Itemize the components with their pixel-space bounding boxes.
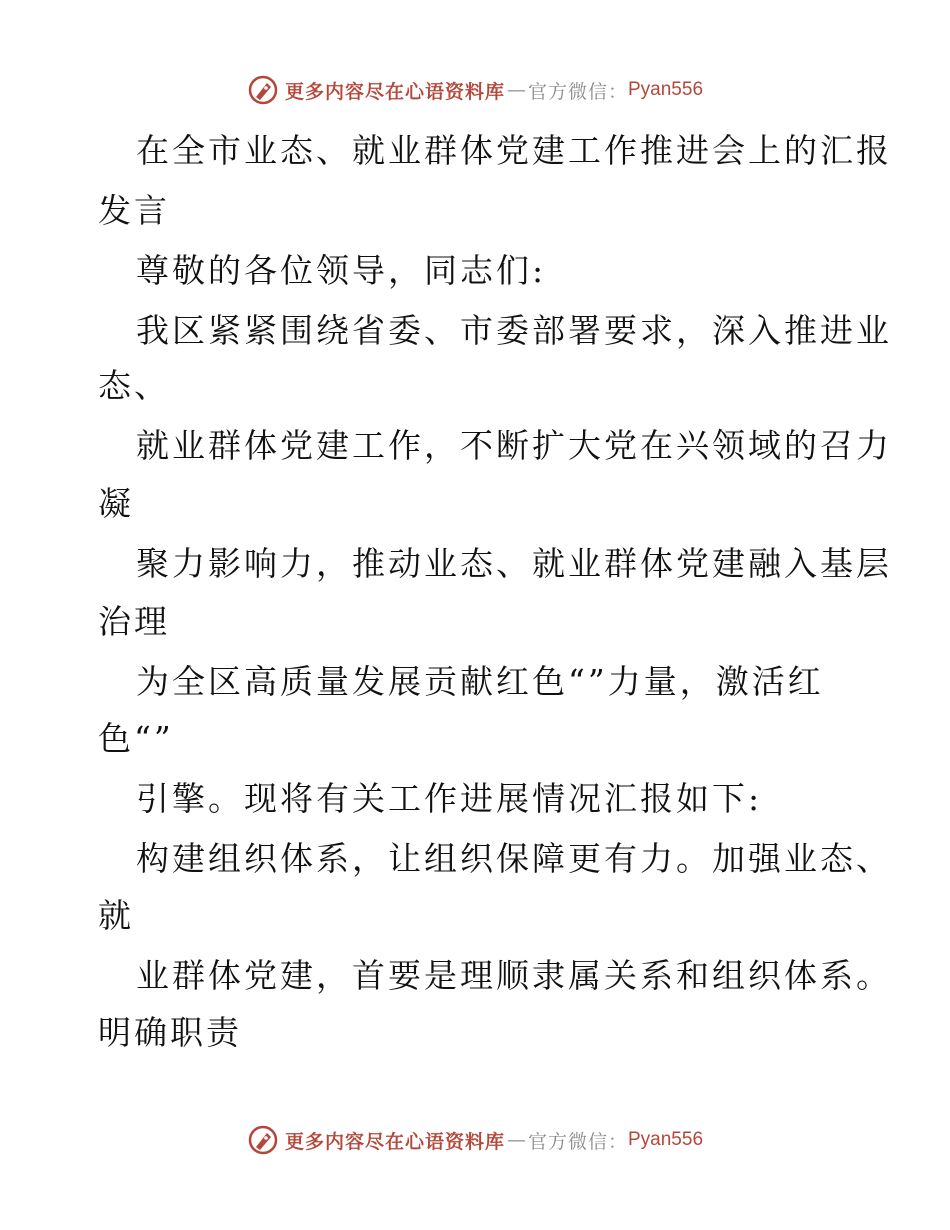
doc-line-13: 构建组织体系，让组织保障更有力。加强业态、 xyxy=(136,839,892,878)
doc-line-8: 聚力影响力，推动业态、就业群体党建融入基层 xyxy=(136,544,892,583)
doc-line-7: 凝 xyxy=(98,484,134,523)
doc-line-1: 在全市业态、就业群体党建工作推进会上的汇报 xyxy=(136,131,892,170)
doc-line-10: 为全区高质量发展贡献红色“”力量，激活红 xyxy=(136,662,824,701)
watermark-wechat-label: 官方微信： xyxy=(527,1130,628,1153)
doc-line-9: 治理 xyxy=(98,602,170,641)
doc-line-3: 尊敬的各位领导，同志们: xyxy=(136,251,547,290)
pen-nib-circle-icon xyxy=(247,74,279,106)
doc-line-11: 色“” xyxy=(98,719,174,758)
watermark-brand: 更多内容尽在心语资料库 xyxy=(284,1130,505,1153)
footer-watermark xyxy=(0,1120,950,1160)
header-watermark xyxy=(0,70,950,110)
doc-line-14: 就 xyxy=(98,896,134,935)
doc-line-12: 引擎。现将有关工作进展情况汇报如下: xyxy=(136,779,763,818)
watermark-brand: 更多内容尽在心语资料库 xyxy=(284,80,505,103)
pen-nib-circle-icon xyxy=(247,1124,279,1156)
doc-line-16: 明确职责 xyxy=(98,1013,242,1052)
doc-line-6: 就业群体党建工作，不断扩大党在兴领域的召力 xyxy=(136,426,892,465)
watermark-handle: Pyan556 xyxy=(628,1129,704,1150)
doc-line-5: 态、 xyxy=(98,366,170,405)
watermark-separator: — xyxy=(506,1129,526,1151)
watermark-separator: — xyxy=(506,79,526,101)
doc-line-4: 我区紧紧围绕省委、市委部署要求，深入推进业 xyxy=(136,311,892,350)
doc-line-2: 发言 xyxy=(98,191,170,230)
watermark-wechat-label: 官方微信： xyxy=(527,80,628,103)
watermark-handle: Pyan556 xyxy=(628,79,704,100)
doc-line-15: 业群体党建，首要是理顺隶属关系和组织体系。 xyxy=(136,956,892,995)
